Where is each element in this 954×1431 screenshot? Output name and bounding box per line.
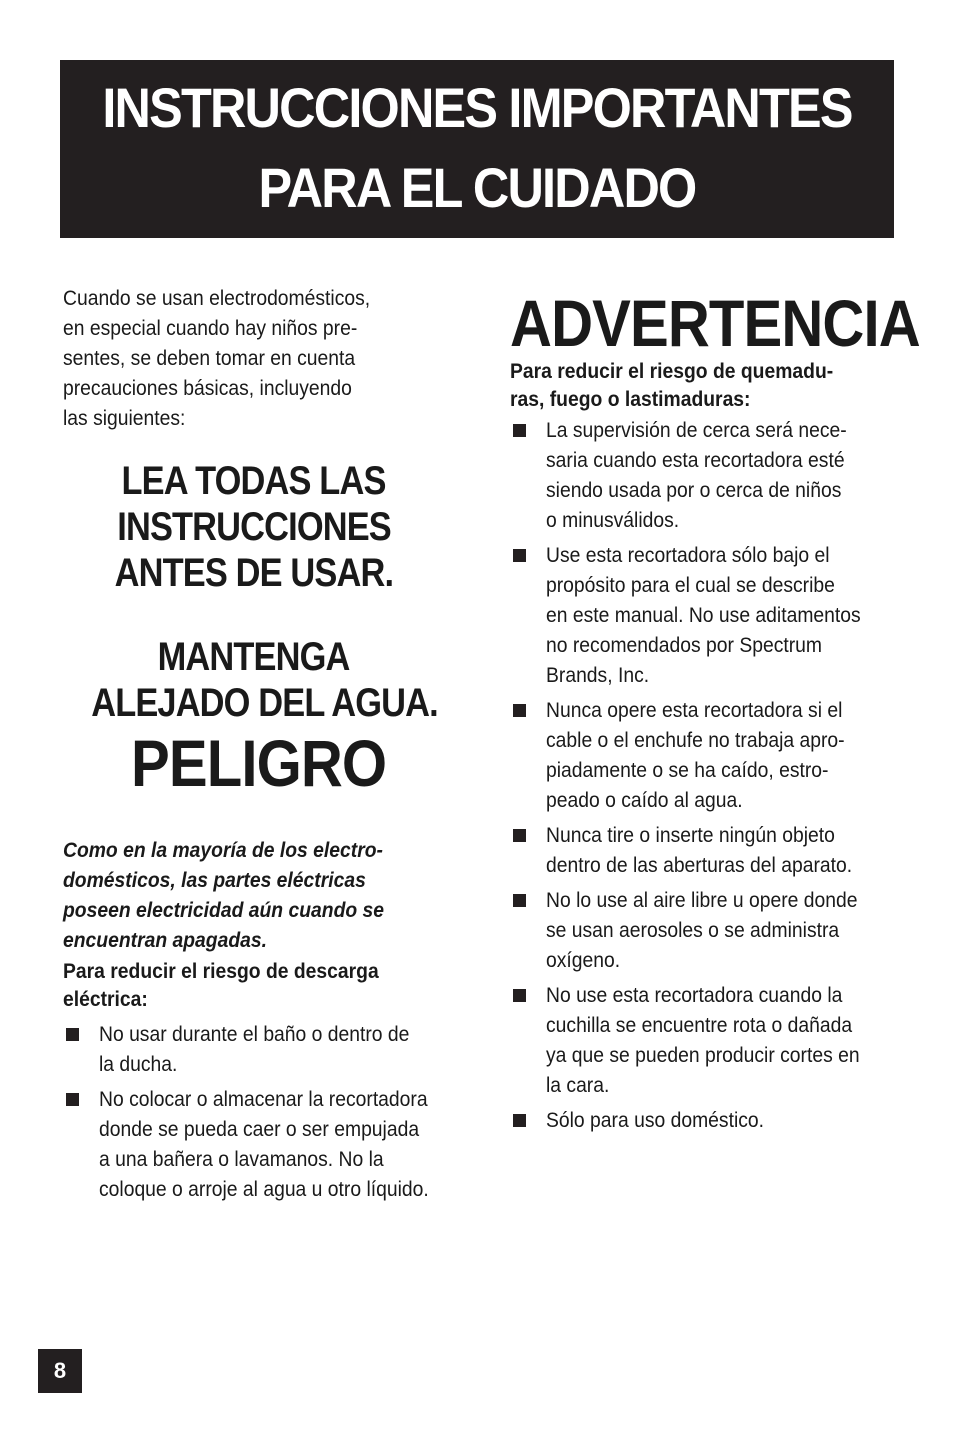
title-line-1: INSTRUCCIONES IMPORTANTES: [102, 76, 852, 139]
list-item: No lo use al aire libre u opere donde se usan aerosoles o se administra oxígeno.: [510, 886, 894, 976]
list-item: La supervisión de cerca será nece- saria cuando esta recortadora esté siendo usada por o cerca de niños o minusválidos.: [510, 416, 894, 536]
title-banner: [60, 60, 894, 238]
list-item: No colocar o almacenar la recortadora donde se pueda caer o ser empujada a una bañera o lavamanos. No la coloque o arroje al agua u otro líquido.: [63, 1085, 445, 1205]
square-bullet-icon: [513, 1114, 526, 1127]
intro-paragraph: Cuando se usan electrodomésticos, en especial cuando hay niños pre- sentes, se deben tomar en cuenta precauciones básicas, incluyendo las siguientes:: [63, 287, 371, 430]
square-bullet-icon: [513, 894, 526, 907]
square-bullet-icon: [513, 549, 526, 562]
title-line-2: PARA EL CUIDADO: [258, 156, 696, 219]
shock-subheading: Para reducir el riesgo de descarga eléctrica:: [63, 960, 379, 1011]
list-item: Sólo para uso doméstico.: [510, 1106, 894, 1136]
square-bullet-icon: [66, 1028, 79, 1041]
list-item: No usar durante el baño o dentro de la ducha.: [63, 1020, 445, 1080]
danger-heading: PELIGRO: [131, 726, 387, 800]
left-column: [63, 284, 445, 1210]
shock-bullet-list: [63, 1020, 445, 1205]
keep-away-water-heading: MANTENGA ALEJADO DEL AGUA.: [91, 635, 438, 725]
page-number: 8: [38, 1349, 82, 1393]
list-item: Use esta recortadora sólo bajo el propósito para el cual se describe en este manual. No use aditamentos no recomendados por Spectrum Brands, Inc.: [510, 541, 894, 691]
warning-bullet-list: [510, 416, 894, 1136]
square-bullet-icon: [513, 424, 526, 437]
burn-subheading: Para reducir el riesgo de quemadu- ras, fuego o lastimaduras:: [510, 360, 834, 411]
square-bullet-icon: [66, 1093, 79, 1106]
list-item: Nunca opere esta recortadora si el cable o el enchufe no trabaja apro- piadamente o se ha caído, estro- peado o caído al agua.: [510, 696, 894, 816]
square-bullet-icon: [513, 989, 526, 1002]
read-instructions-heading: LEA TODAS LAS INSTRUCCIONES ANTES DE USAR.: [114, 459, 394, 595]
danger-italic-note: Como en la mayoría de los electro- domésticos, las partes eléctricas poseen electricidad aún cuando se encuentran apagadas.: [63, 839, 385, 952]
square-bullet-icon: [513, 704, 526, 717]
list-item: No use esta recortadora cuando la cuchilla se encuentre rota o dañada ya que se pueden producir cortes en la cara.: [510, 981, 894, 1101]
warning-heading: ADVERTENCIA: [510, 286, 920, 360]
square-bullet-icon: [513, 829, 526, 842]
list-item: Nunca tire o inserte ningún objeto dentro de las aberturas del aparato.: [510, 821, 894, 881]
right-column: [510, 286, 920, 1141]
